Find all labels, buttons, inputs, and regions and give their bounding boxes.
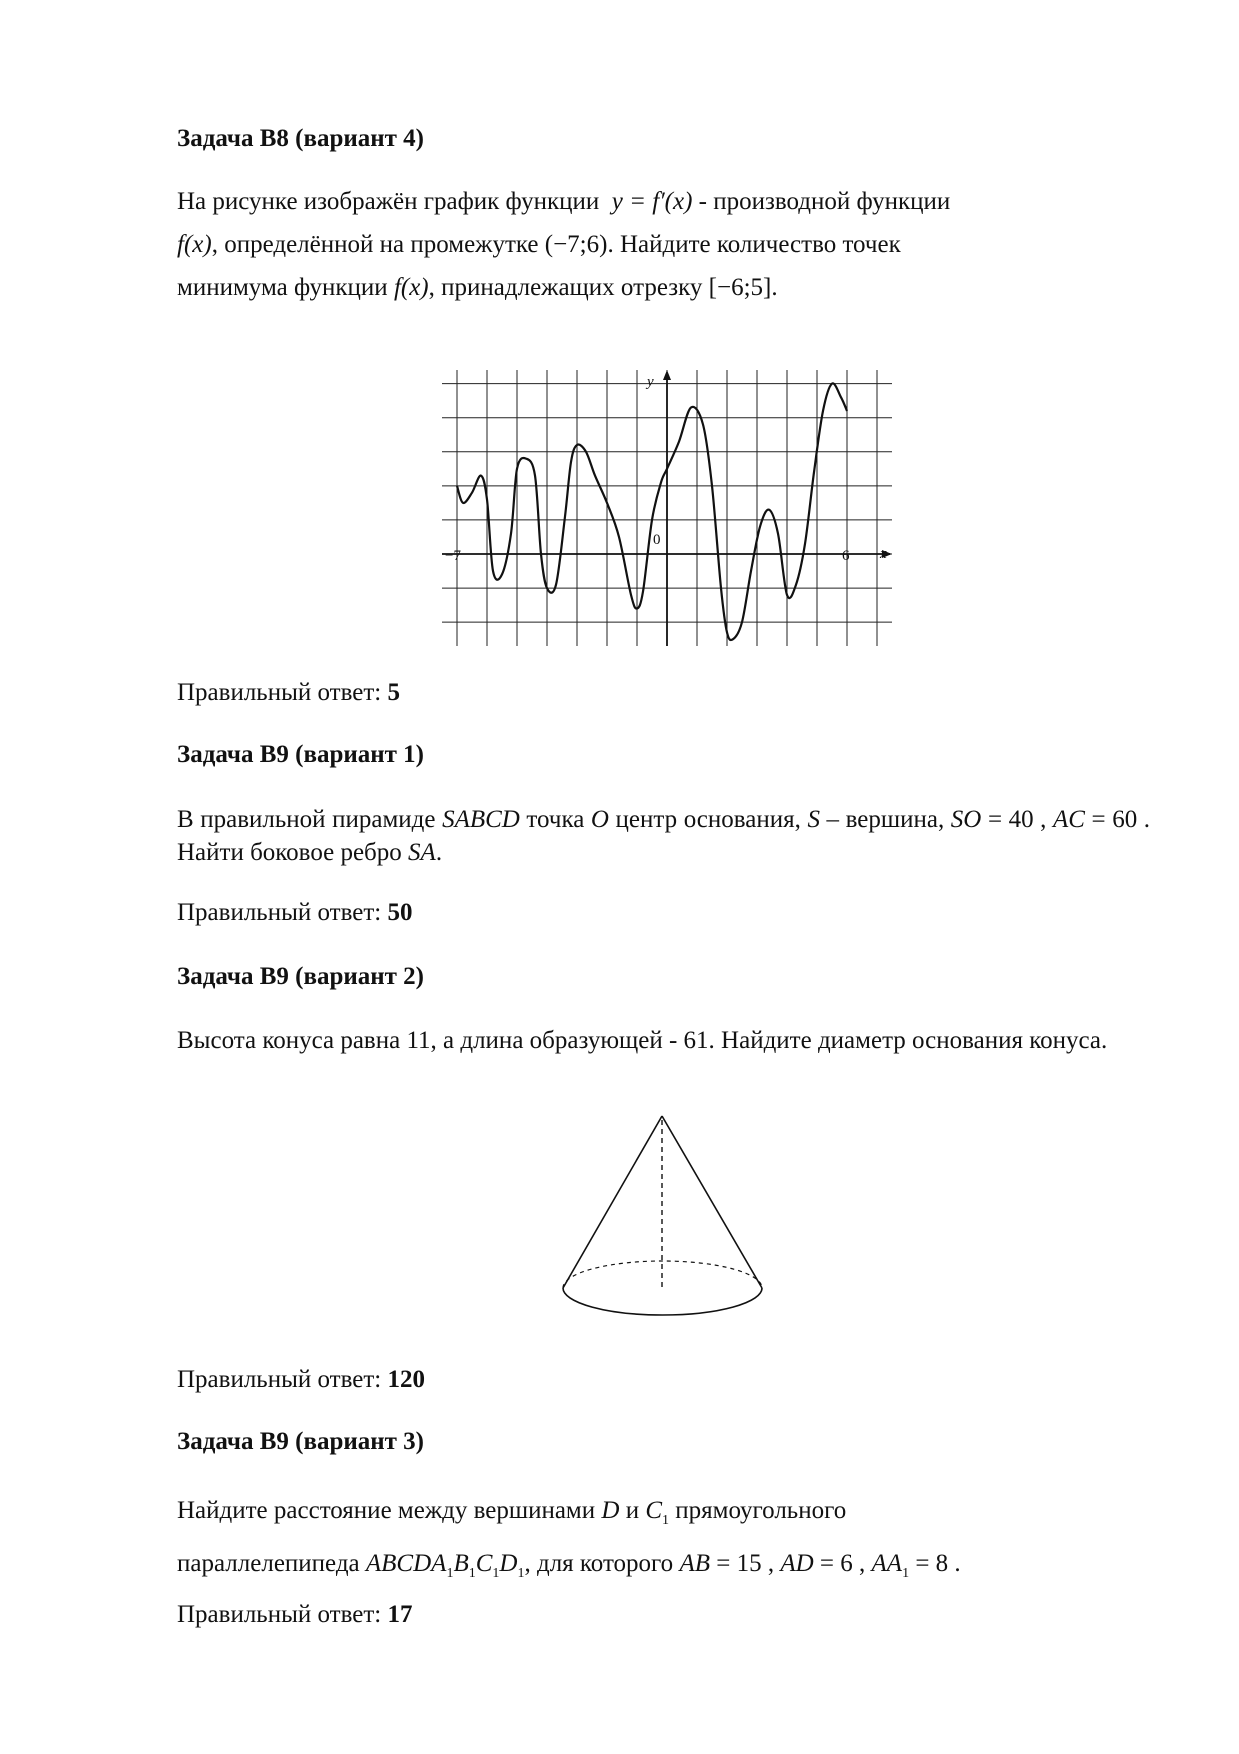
derivative-graph xyxy=(442,370,892,646)
tick-label-6: 6 xyxy=(842,548,850,564)
task-1-title: Задача B8 (вариант 4) xyxy=(177,125,425,152)
task-3-title: Задача B9 (вариант 2) xyxy=(177,963,425,990)
task-2-text: В правильной пирамиде SABCD точка O центр основания, S – вершина, SO = 40 , AC = 60 . Найти боковое ребро SA. xyxy=(177,806,1151,866)
y-axis-label: y xyxy=(647,374,654,390)
task-4-title: Задача B9 (вариант 3) xyxy=(177,1428,425,1455)
task-4-text: Найдите расстояние между вершинами D и $C_1$ прямоугольного параллелепипеда $ABCDA_1B_1C_1D_1$, для которого AB = 15 , AD = 6 , $AA_1 = 8$ . xyxy=(177,1497,961,1581)
chart-axes xyxy=(442,370,892,646)
cone-right-generatrix xyxy=(662,1116,762,1288)
task-4-answer: Правильный ответ: 17 xyxy=(177,1601,413,1628)
cone-base-front xyxy=(563,1288,762,1315)
task-2-answer: Правильный ответ: 50 xyxy=(177,899,413,926)
tick-label-origin: 0 xyxy=(653,532,661,548)
tick-label-neg7: −7 xyxy=(445,548,461,564)
task-1-text: На рисунке изображён график функции y = f′(x) - производной функции f(x), определённой на промежутке (−7;6). Найдите количество точек минимума функции f(x), принадлежащих отрезку [−6;5]. xyxy=(177,188,951,301)
task-3-answer: Правильный ответ: 120 xyxy=(177,1366,425,1393)
derivative-curve xyxy=(457,383,847,640)
y-axis-arrow xyxy=(663,370,671,380)
task-2-title: Задача B9 (вариант 1) xyxy=(177,741,425,768)
task-1-answer: Правильный ответ: 5 xyxy=(177,679,400,706)
task-3-text: Высота конуса равна 11, а длина образующей - 61. Найдите диаметр основания конуса. xyxy=(177,1027,1108,1054)
cone-left-generatrix xyxy=(563,1116,662,1288)
x-axis-label: x xyxy=(880,546,887,562)
cone-figure xyxy=(559,1110,769,1336)
